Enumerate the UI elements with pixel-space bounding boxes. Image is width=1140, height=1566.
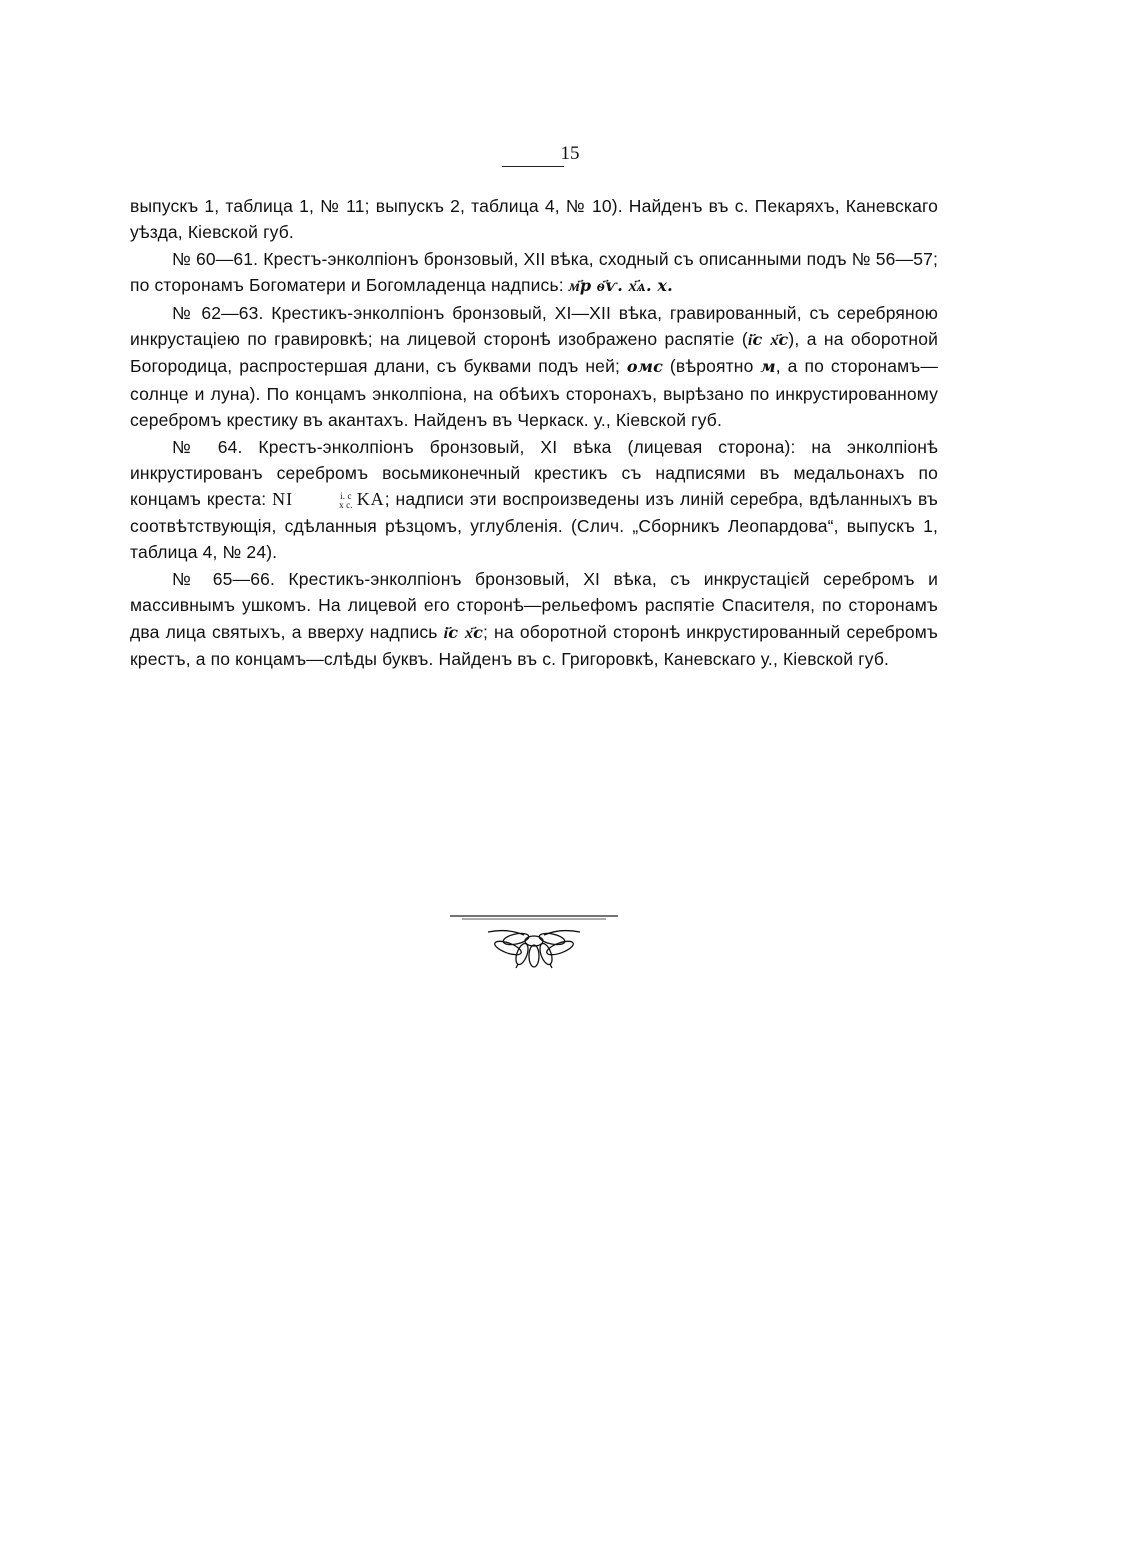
fraction-top: і. с xyxy=(340,490,352,501)
paragraph-text: № 64. Крестъ-энколпіонъ бронзовый, XI вѣка (лицевая сторона): на энколпіонѣ инкрустированъ серебромъ восьмиконечный крестикъ съ надписями въ медальонахъ по концамъ креста: xyxy=(130,436,938,510)
flower-tailpiece-icon xyxy=(448,908,620,970)
paragraph-text: ; надписи эти воспроизведены изъ линій серебра, вдѣланныхъ въ соотвѣтствующія, сдѣланныя рѣзцомъ, углубленія. (Слич. „Сборникъ Леопардова“, выпускъ 1, таблица 4, № 24). xyxy=(130,489,938,563)
paragraph-text: № 62—63. Крестикъ-энколпіонъ бронзовый, XI—XII вѣка, гравированный, съ серебряною инкрустаціею по гравировкѣ; на лицевой сторонѣ изображено распятіе ( xyxy=(130,302,938,350)
body-text xyxy=(130,193,938,672)
inscription: NI xyxy=(272,489,294,510)
paragraph-text: ; на оборотной сторонѣ инкрустированный серебромъ крестъ, а по концамъ—слѣды буквъ. Найденъ въ с. Григоровкѣ, Каневскаго у., Кіевской губ. xyxy=(130,621,939,669)
inscription: м҃р ѳ҃ѵ. х҃ѧ. х. xyxy=(568,276,673,296)
paragraph-text: ), а на оборотной Богородица, распростершая длани, съ буквами подъ ней; xyxy=(130,329,939,377)
inscription: KA xyxy=(356,489,385,510)
paragraph-item-60-61 xyxy=(130,246,938,300)
fraction-bottom: х с. xyxy=(339,499,353,510)
paragraph-text: № 65—66. Крестикъ-энколпіонъ бронзовый, XI вѣка, съ инкрустацієй серебромъ и массивнымъ ушкомъ. На лицевой его сторонѣ—рельефомъ распятіе Спасителя, по сторонамъ два лица святыхъ, а вверху надпись xyxy=(130,568,938,642)
paragraph-continued xyxy=(130,193,938,246)
paragraph-item-62-63 xyxy=(130,300,938,434)
paragraph-text: № 60—61. Крестъ-энколпіонъ бронзовый, XII вѣка, сходный съ описанными подъ № 56—57; по сторонамъ Богоматери и Богомладенца надпись: xyxy=(130,248,938,296)
page-number-rule xyxy=(502,166,564,167)
inscription: омс xyxy=(626,357,663,377)
inscription: м xyxy=(760,357,776,377)
paragraph-text: (вѣроятно xyxy=(663,356,761,377)
inscription: і҃с х҃с xyxy=(747,330,789,350)
page-number: 15 xyxy=(560,143,580,164)
inscription-fraction xyxy=(297,492,353,510)
paragraph-text: выпускъ 1, таблица 1, № 11; выпускъ 2, таблица 4, № 10). Найденъ въ с. Пекаряхъ, Каневскаго уѣзда, Кіевской губ. xyxy=(130,196,938,243)
paragraph-item-64 xyxy=(130,434,938,566)
paragraph-item-65-66 xyxy=(130,566,938,673)
paragraph-text: , а по сторонамъ—солнце и луна). По концамъ энколпіона, на обѣихъ сторонахъ, вырѣзано по инкрустированному серебромъ крестику въ акантахъ. Найденъ въ Черкаск. у., Кіевской губ. xyxy=(130,356,939,431)
inscription: і҃с х҃с xyxy=(443,622,483,642)
